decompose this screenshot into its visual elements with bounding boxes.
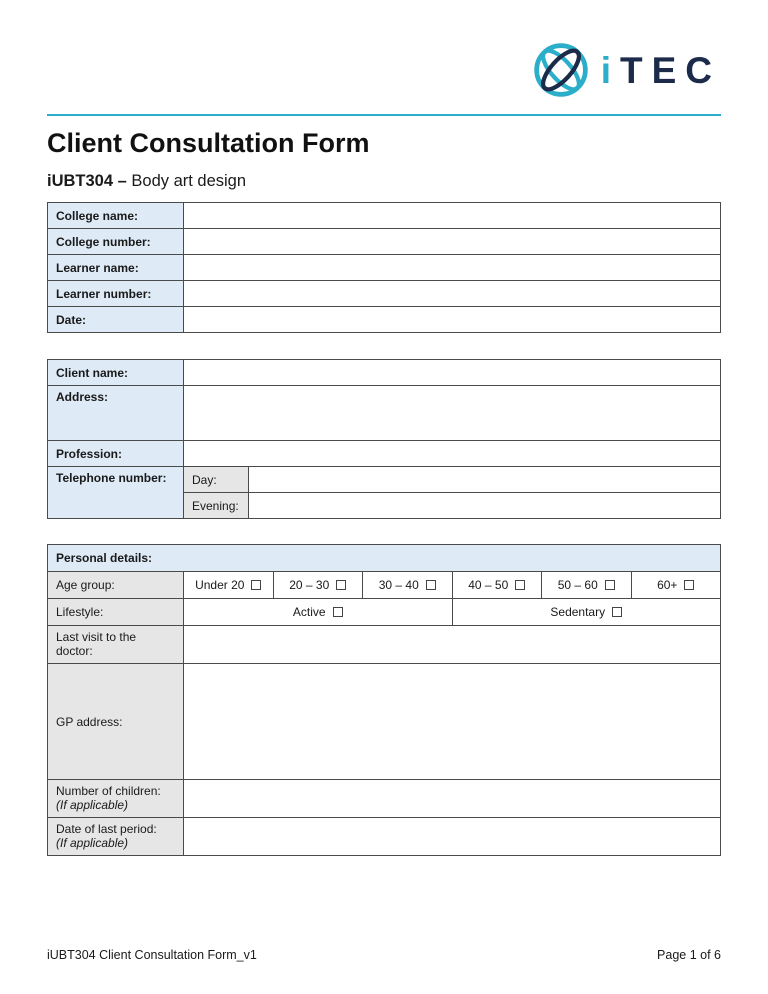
age-option-label: 40 – 50 — [468, 578, 509, 593]
college-name-input[interactable] — [184, 203, 721, 229]
checkbox-icon[interactable] — [515, 580, 525, 590]
table-row — [48, 664, 721, 780]
table-row — [48, 572, 721, 599]
learner-number-label: Learner number: — [48, 281, 184, 307]
table-row — [48, 360, 721, 386]
period-input[interactable] — [184, 818, 721, 856]
age-option-20-30[interactable] — [273, 572, 363, 599]
telephone-evening-label: Evening: — [184, 493, 249, 519]
table-row — [48, 599, 721, 626]
table-row — [48, 441, 721, 467]
age-group-label: Age group: — [48, 572, 184, 599]
age-option-40-50[interactable] — [452, 572, 542, 599]
address-label: Address: — [48, 386, 184, 441]
checkbox-icon[interactable] — [684, 580, 694, 590]
footer-page-number: Page 1 of 6 — [657, 948, 721, 962]
age-option-label: 50 – 60 — [557, 578, 598, 593]
table-row — [48, 229, 721, 255]
lifestyle-label: Lifestyle: — [48, 599, 184, 626]
personal-details-table — [47, 544, 721, 856]
age-option-50-60[interactable] — [542, 572, 632, 599]
last-visit-input[interactable] — [184, 626, 721, 664]
period-label — [48, 818, 184, 856]
college-number-input[interactable] — [184, 229, 721, 255]
table-row — [48, 818, 721, 856]
age-option-label: 20 – 30 — [289, 578, 330, 593]
table-row — [48, 255, 721, 281]
lifestyle-option-label: Sedentary — [550, 605, 606, 620]
logo-letters-tec: TEC — [620, 49, 721, 91]
profession-input[interactable] — [184, 441, 721, 467]
table-row — [48, 307, 721, 333]
client-name-label: Client name: — [48, 360, 184, 386]
children-input[interactable] — [184, 780, 721, 818]
college-number-label: College number: — [48, 229, 184, 255]
lifestyle-option-label: Active — [292, 605, 326, 620]
footer — [47, 948, 721, 962]
table-row — [48, 467, 721, 493]
header — [47, 38, 721, 102]
page-title: Client Consultation Form — [47, 128, 370, 158]
subtitle — [47, 172, 721, 191]
table-row — [48, 626, 721, 664]
college-table — [47, 202, 721, 333]
unit-code: iUBT304 – — [47, 172, 127, 191]
age-option-label: 60+ — [657, 578, 678, 593]
logo-letter-i: i — [600, 49, 620, 91]
itec-logo-text — [600, 49, 721, 91]
date-label: Date: — [48, 307, 184, 333]
header-divider — [47, 114, 721, 116]
telephone-day-input[interactable] — [249, 467, 721, 493]
table-row — [48, 780, 721, 818]
telephone-day-label: Day: — [184, 467, 249, 493]
period-label-text: Date of last period: — [56, 822, 157, 837]
telephone-label: Telephone number: — [48, 467, 184, 519]
children-label-text: Number of children: — [56, 784, 161, 799]
client-name-input[interactable] — [184, 360, 721, 386]
checkbox-icon[interactable] — [426, 580, 436, 590]
lifestyle-option-sedentary[interactable] — [452, 599, 721, 626]
checkbox-icon[interactable] — [336, 580, 346, 590]
unit-name: Body art design — [126, 172, 247, 191]
checkbox-icon[interactable] — [333, 607, 343, 617]
profession-label: Profession: — [48, 441, 184, 467]
age-option-under-20[interactable] — [184, 572, 274, 599]
age-option-label: Under 20 — [195, 578, 245, 593]
personal-details-header: Personal details: — [48, 545, 721, 572]
table-row — [48, 545, 721, 572]
learner-name-input[interactable] — [184, 255, 721, 281]
age-option-30-40[interactable] — [363, 572, 453, 599]
children-note: (If applicable) — [56, 798, 129, 813]
learner-name-label: Learner name: — [48, 255, 184, 281]
college-name-label: College name: — [48, 203, 184, 229]
children-label — [48, 780, 184, 818]
table-row — [48, 386, 721, 441]
itec-globe-icon — [531, 40, 591, 100]
checkbox-icon[interactable] — [605, 580, 615, 590]
learner-number-input[interactable] — [184, 281, 721, 307]
lifestyle-option-active[interactable] — [184, 599, 453, 626]
gp-address-input[interactable] — [184, 664, 721, 780]
address-input[interactable] — [184, 386, 721, 441]
period-note: (If applicable) — [56, 836, 129, 851]
date-input[interactable] — [184, 307, 721, 333]
checkbox-icon[interactable] — [251, 580, 261, 590]
checkbox-icon[interactable] — [612, 607, 622, 617]
client-table — [47, 359, 721, 519]
age-option-60-plus[interactable] — [631, 572, 721, 599]
age-option-label: 30 – 40 — [378, 578, 419, 593]
last-visit-label: Last visit to the doctor: — [48, 626, 184, 664]
table-row — [48, 203, 721, 229]
telephone-evening-input[interactable] — [249, 493, 721, 519]
gp-address-label: GP address: — [48, 664, 184, 780]
footer-document-name: iUBT304 Client Consultation Form_v1 — [47, 948, 257, 962]
table-row — [48, 281, 721, 307]
